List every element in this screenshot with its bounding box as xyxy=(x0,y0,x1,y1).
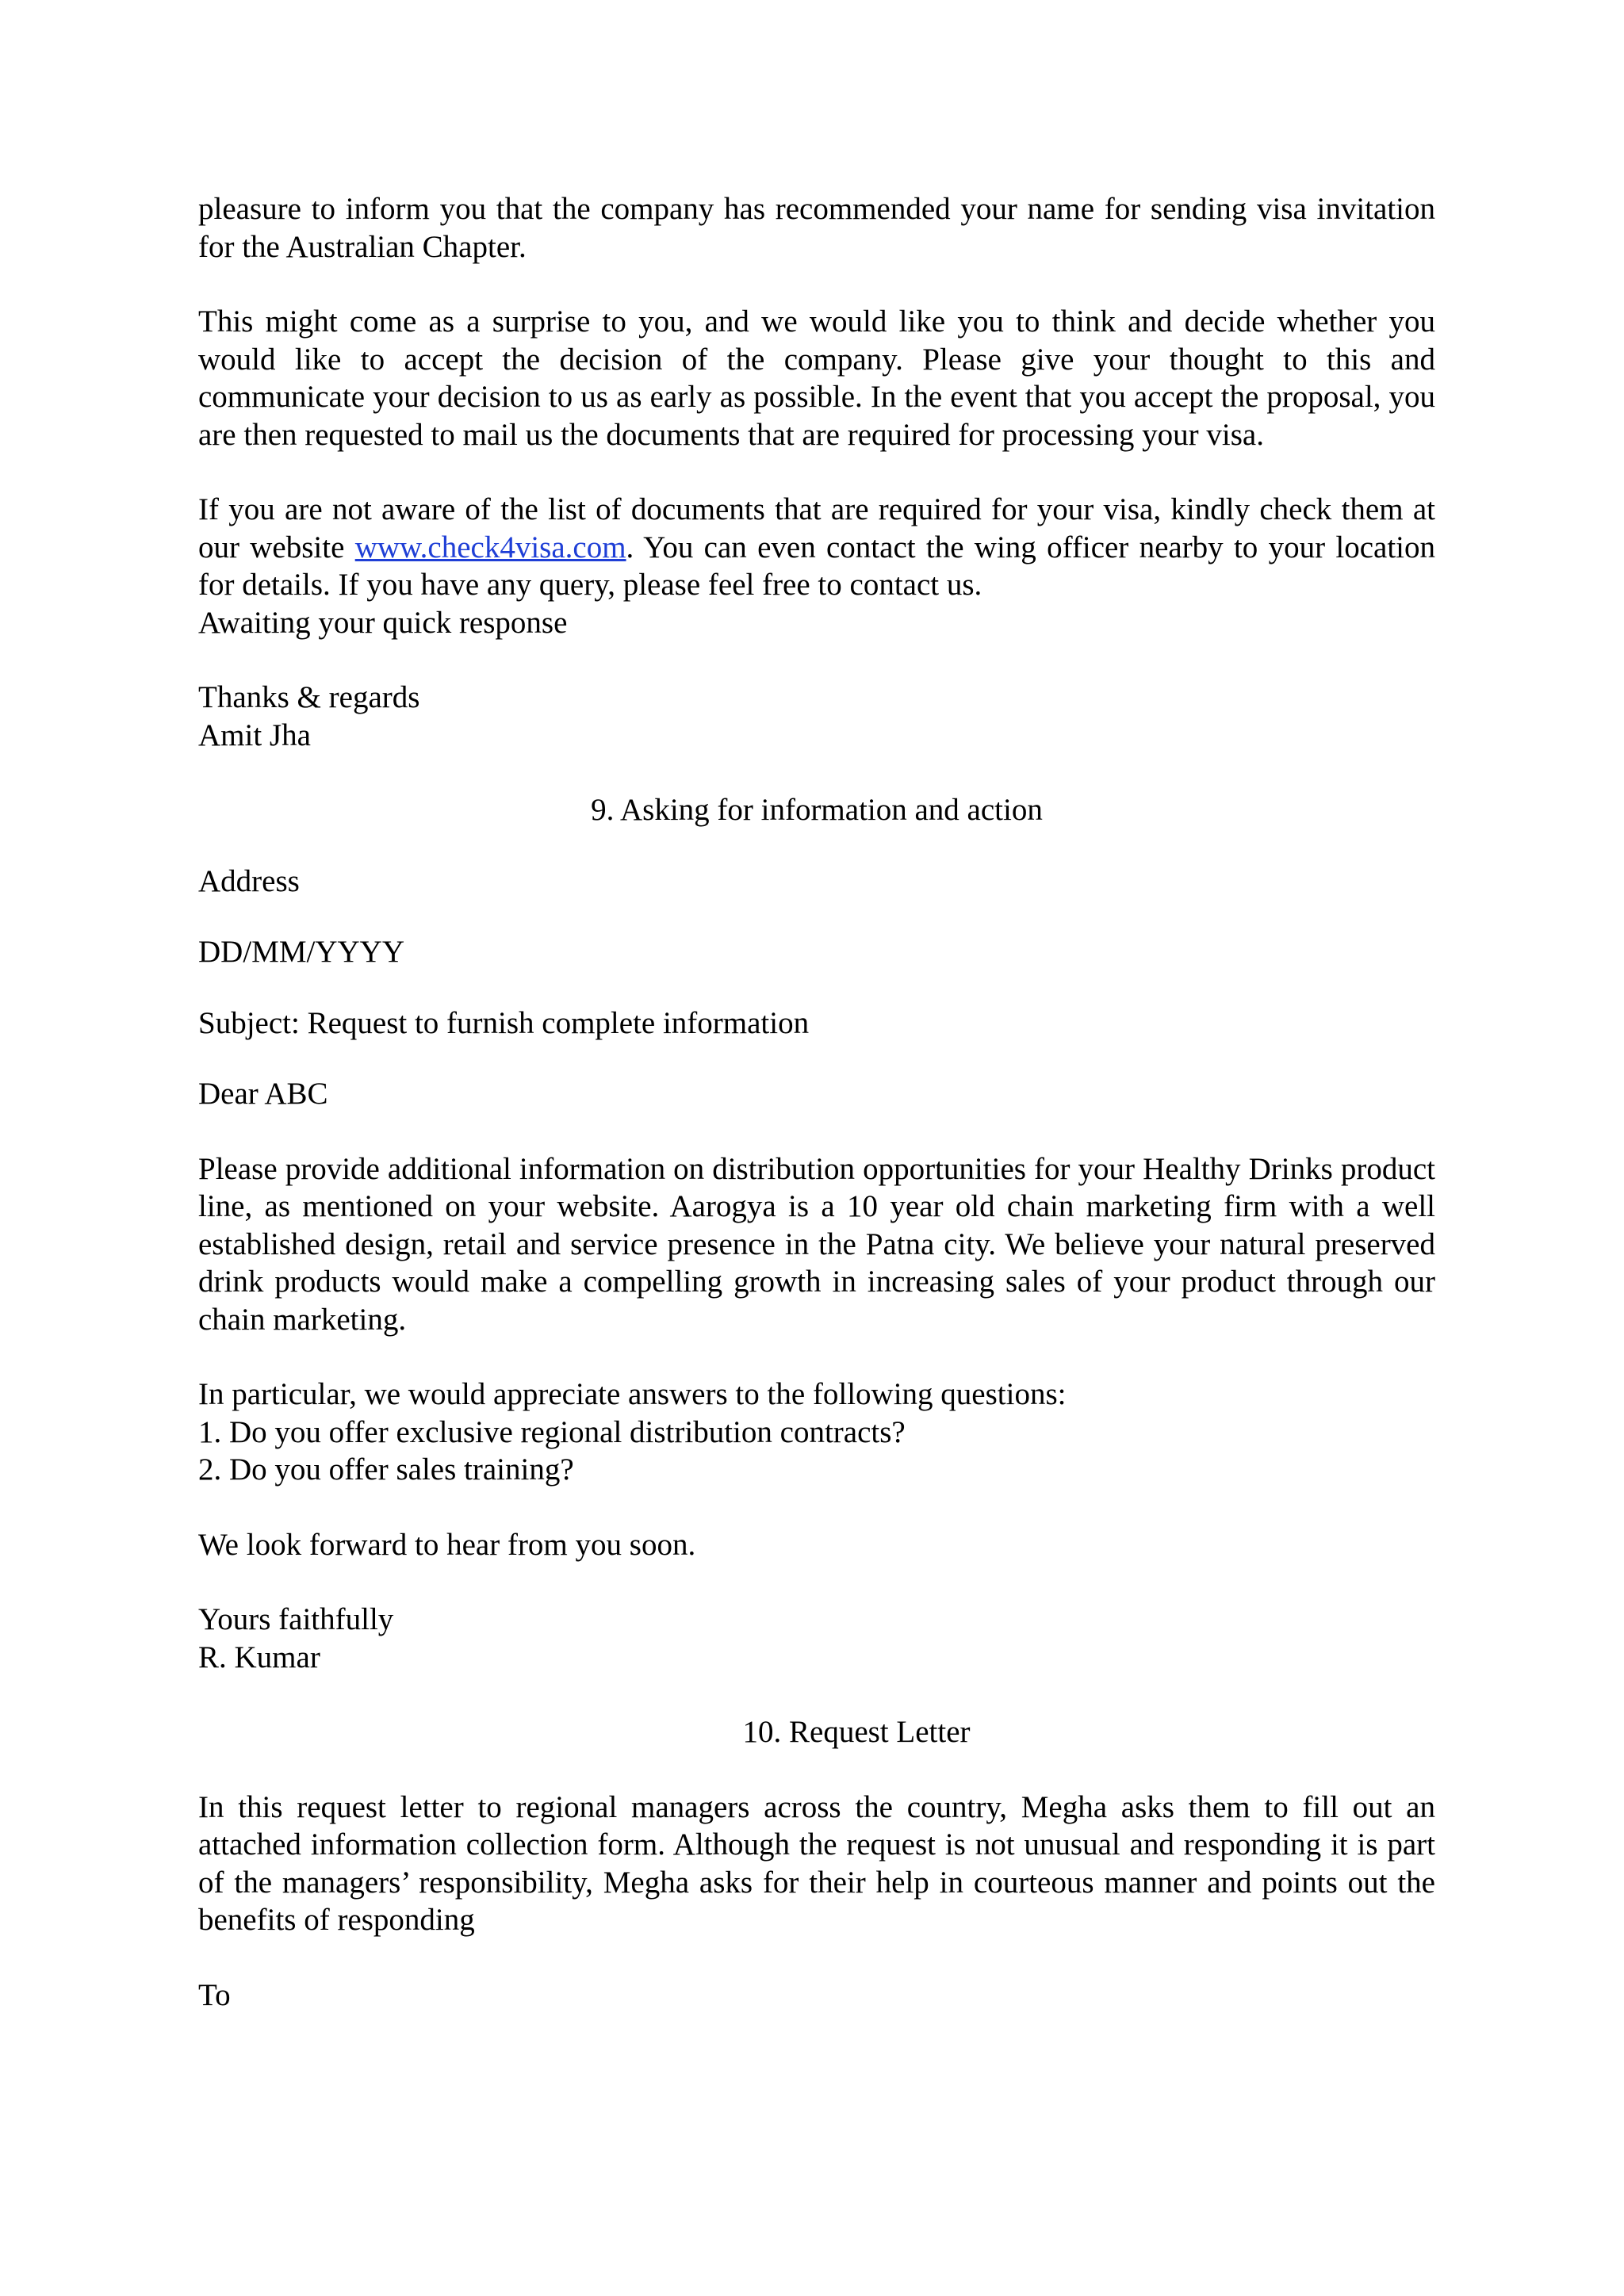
question-2: 2. Do you offer sales training? xyxy=(198,1452,574,1487)
section-heading-9: 9. Asking for information and action xyxy=(591,793,1043,827)
website-link[interactable]: www.check4visa.com xyxy=(354,530,626,564)
paragraph-visa-invitation: pleasure to inform you that the company has recommended your name for sending visa invitation for the Australian Chapter. xyxy=(198,192,1435,264)
subject-line: Subject: Request to furnish complete information xyxy=(198,1005,810,1040)
to-line: To xyxy=(198,1977,231,2012)
signer-amit-jha: Amit Jha xyxy=(198,718,311,752)
document-page xyxy=(198,190,1435,2014)
questions-intro: In particular, we would appreciate answers to the following questions: xyxy=(198,1377,1067,1411)
paragraph-request-info: Please provide additional information on distribution opportunities for your Healthy Drinks product line, as mentioned on your website. Aarogya is a 10 year old chain marketing firm with a well established design, retail and service presence in the Patna city. We believe your natural preserved drink products would make a compelling growth in increasing sales of your product through our chain marketing. xyxy=(198,1151,1435,1337)
paragraph-decision: This might come as a surprise to you, and we would like you to think and decide whether you would like to accept the decision of the company. Please give your thought to this and communicate your decision to us as early as possible. In the event that you accept the proposal, you are then requested to mail us the documents that are required for processing your visa. xyxy=(198,304,1435,452)
look-forward-line: We look forward to hear from you soon. xyxy=(198,1527,696,1562)
paragraph-documents xyxy=(198,491,1435,604)
question-1: 1. Do you offer exclusive regional distribution contracts? xyxy=(198,1414,906,1449)
address-line: Address xyxy=(198,863,300,898)
section-heading-10: 10. Request Letter xyxy=(742,1715,971,1749)
awaiting-response-line: Awaiting your quick response xyxy=(198,605,568,640)
paragraph-documents-text-1: If you are not aware of the list of documents that are required for your visa, kindly check them at our website xyxy=(198,492,1435,564)
paragraph-request-letter: In this request letter to regional managers across the country, Megha asks them to fill out an attached information collection form. Although the request is not unusual and responding it is part of the managers’ responsibility, Megha asks for their help in courteous manner and points out the benefits of responding xyxy=(198,1789,1435,1937)
paragraph-documents-text-2: . You can even contact the wing officer nearby to your location for details. If you have any query, please feel free to contact us. xyxy=(198,530,1435,602)
salutation-line: Dear ABC xyxy=(198,1077,328,1111)
closing-faithfully: Yours faithfully xyxy=(198,1602,394,1636)
closing-thanks: Thanks & regards xyxy=(198,680,420,714)
signer-r-kumar: R. Kumar xyxy=(198,1640,320,1674)
date-line: DD/MM/YYYY xyxy=(198,935,405,969)
